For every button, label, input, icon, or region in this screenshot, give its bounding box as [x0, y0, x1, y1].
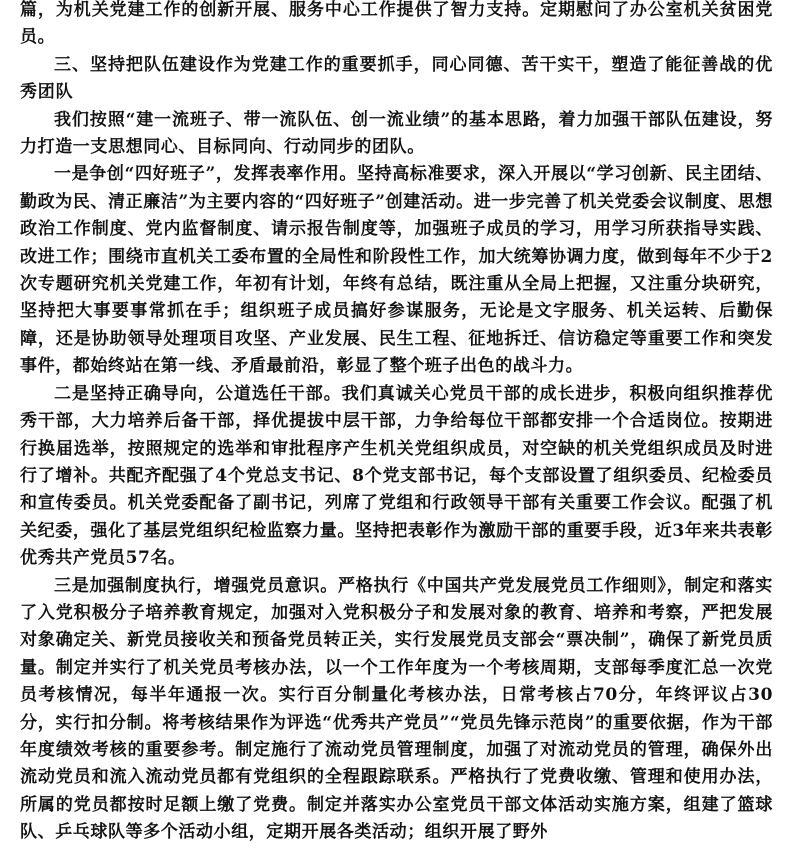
intro-paragraph: 我们按照“建一流班子、带一流队伍、创一流业绩”的基本思路，着力加强干部队伍建设，努力打造一支思想同心、目标同向、行动同步的团队。 — [20, 109, 773, 158]
paragraph-fragment: 篇，为机关党建工作的创新开展、服务中心工作提供了智力支持。定期慰问了办公室机关贫困党员。 — [20, 0, 773, 48]
point-one-paragraph: 一是争创“四好班子”，发挥表率作用。坚持高标准要求，深入开展以“学习创新、民主团结、勤政为民、清正廉洁”为主要内容的“四好班子”创建活动。进一步完善了机关党委会议制度、思想政治工作制度、党内监督制度、请示报告制度等，加强班子成员的学习，用学习所获指导实践、改进工作；围绕市直机关工委布置的全局性和阶段性工作，加大统筹协调力度，做到每年不少于2次专题研究机关党建工作，年初有计划，年终有总结，既注重从全局上把握，又注重分块研究，坚持把大事要事常抓在手；组织班子成员搞好参谋服务，无论是文字服务、机关运转、后勤保障，还是协助领导处理项目攻坚、产业发展、民生工程、征地拆迁、信访稳定等重要工作和突发事件，都始终站在第一线、矛盾最前沿，彰显了整个班子出色的战斗力。 — [20, 164, 773, 377]
point-three-paragraph: 三是加强制度执行，增强党员意识。严格执行《中国共产党发展党员工作细则》，制定和落实了入党积极分子培养教育规定，加强对入党积极分子和发展对象的教育、培养和考察，严把发展对象确定关、新党员接收关和预备党员转正关，实行发展党员支部会“票决制”，确保了新党员质量。制定并实行了机关党员考核办法，以一个工作年度为一个考核周期，支部每季度汇总一次党员考核情况，每半年通报一次。实行百分制量化考核办法，日常考核占70分，年终评议占30分，实行扣分制。将考核结果作为评选“优秀共产党员”“党员先锋示范岗”的重要依据，作为干部年度绩效考核的重要参考。制定施行了流动党员管理制度，加强了对流动党员的管理，确保外出流动党员和流入流动党员都有党组织的全程跟踪联系。严格执行了党费收缴、管理和使用办法，所属的党员都按时足额上缴了党费。制定并落实办公室党员干部文体活动实施方案，组建了篮球队、乒乓球队等多个活动小组，定期开展各类活动；组织开展了野外 — [20, 575, 773, 843]
section-heading: 三、坚持把队伍建设作为党建工作的重要抓手，同心同德、苦干实干，塑造了能征善战的优秀团队 — [20, 54, 773, 103]
point-two-paragraph: 二是坚持正确导向，公道选任干部。我们真诚关心党员干部的成长进步，积极向组织推荐优秀干部，大力培养后备干部，择优提拔中层干部，力争给每位干部都安排一个合适岗位。按期进行换届选举，按照规定的选举和审批程序产生机关党组织成员，对空缺的机关党组织成员及时进行了增补。共配齐配强了4个党总支书记、8个党支部书记，每个支部设置了组织委员、纪检委员和宣传委员。机关党委配备了副书记，列席了党组和行政领导干部有关重要工作会议。配强了机关纪委，强化了基层党组织纪检监察力量。坚持把表彰作为激励干部的重要手段，近3年来共表彰优秀共产党员57名。 — [20, 383, 773, 569]
